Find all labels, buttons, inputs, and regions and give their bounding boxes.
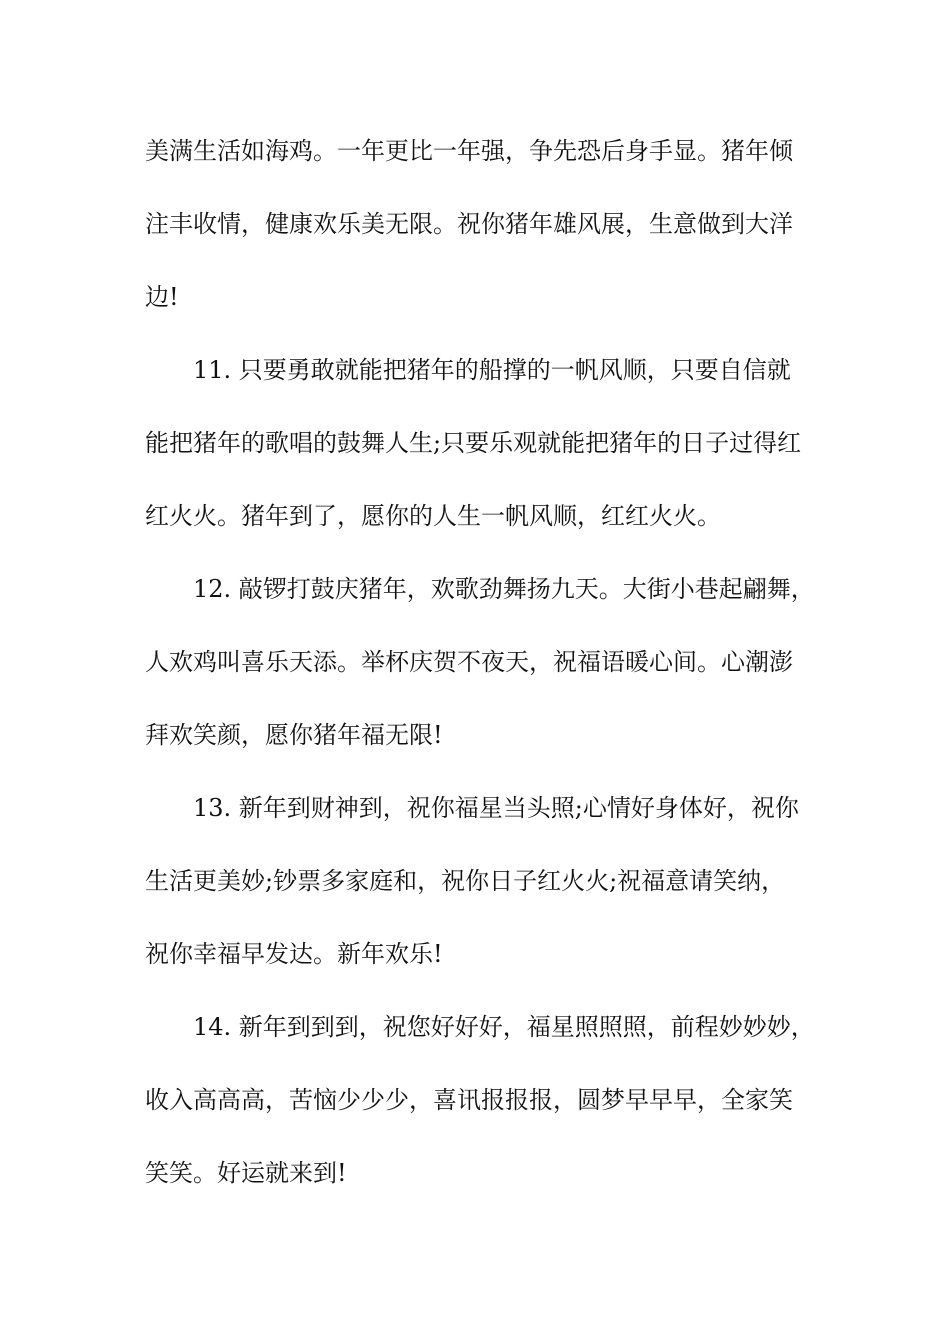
text-line: 13. 新年到财神到，祝你福星当头照;心情好身体好，祝你 [193, 794, 799, 822]
text-line: 收入高高高，苦恼少少少，喜讯报报报，圆梦早早早，全家笑 [145, 1086, 793, 1114]
text-line: 能把猪年的歌唱的鼓舞人生;只要乐观就能把猪年的日子过得红 [145, 429, 802, 457]
text-line: 笑笑。好运就来到! [145, 1159, 347, 1187]
text-line: 人欢鸡叫喜乐天添。举杯庆贺不夜天，祝福语暖心间。心潮澎 [145, 648, 793, 676]
text-line: 14. 新年到到到，祝您好好好，福星照照照，前程妙妙妙， [193, 1013, 815, 1041]
text-line: 拜欢笑颜，愿你猪年福无限! [145, 721, 443, 749]
paragraph-13 [145, 772, 825, 991]
paragraph-14 [145, 991, 825, 1210]
text-line: 边! [145, 283, 179, 311]
text-line: 注丰收情，健康欢乐美无限。祝你猪年雄风展，生意做到大洋 [145, 210, 793, 238]
text-line: 12. 敲锣打鼓庆猪年，欢歌劲舞扬九天。大街小巷起翩舞， [193, 575, 815, 603]
text-line: 红火火。猪年到了，愿你的人生一帆风顺，红红火火。 [145, 502, 721, 530]
paragraph-12 [145, 553, 825, 772]
document-body [145, 115, 825, 1210]
paragraph-11 [145, 334, 825, 553]
paragraph-10-continued [145, 115, 825, 334]
text-line: 生活更美妙;钞票多家庭和，祝你日子红火火;祝福意请笑纳， [145, 867, 786, 895]
text-line: 祝你幸福早发达。新年欢乐! [145, 940, 443, 968]
text-line: 美满生活如海鸡。一年更比一年强，争先恐后身手显。猪年倾 [145, 137, 793, 165]
text-line: 11. 只要勇敢就能把猪年的船撑的一帆风顺，只要自信就 [193, 356, 791, 384]
